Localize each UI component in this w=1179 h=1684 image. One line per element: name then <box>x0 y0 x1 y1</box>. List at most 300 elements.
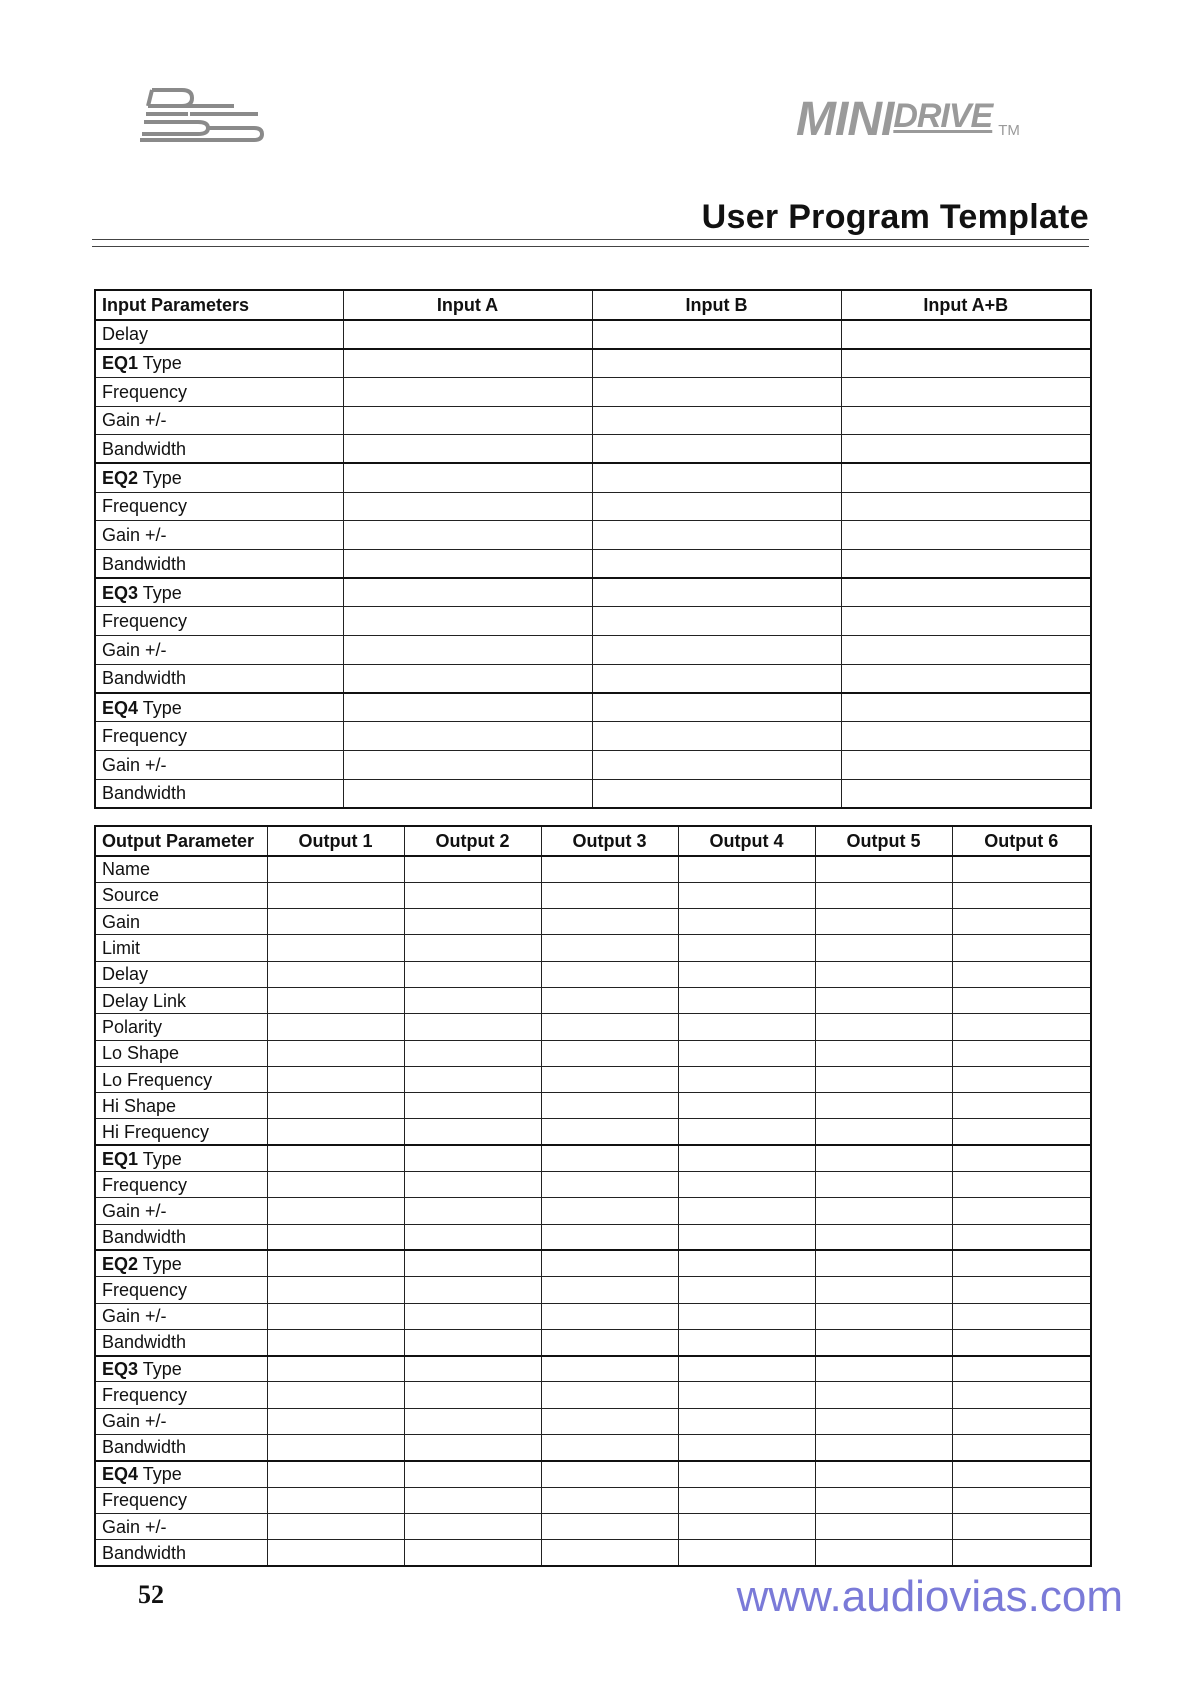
table-row <box>95 856 1091 882</box>
row-label <box>95 987 267 1013</box>
param-label: Polarity <box>102 1016 163 1037</box>
value-cell[interactable] <box>267 1250 404 1276</box>
value-cell[interactable] <box>267 1093 404 1119</box>
value-cell[interactable] <box>841 521 1091 550</box>
row-label <box>95 856 267 882</box>
value-cell[interactable] <box>678 1513 815 1539</box>
value-cell[interactable] <box>678 1408 815 1434</box>
value-cell[interactable] <box>267 1224 404 1250</box>
value-cell[interactable] <box>841 664 1091 693</box>
value-cell[interactable] <box>404 1461 541 1487</box>
value-cell[interactable] <box>815 1093 952 1119</box>
value-cell[interactable] <box>952 1435 1091 1461</box>
value-cell[interactable] <box>343 463 592 492</box>
value-cell[interactable] <box>678 1277 815 1303</box>
value-cell[interactable] <box>592 550 841 579</box>
value-cell[interactable] <box>592 349 841 378</box>
value-cell[interactable] <box>267 1382 404 1408</box>
value-cell[interactable] <box>404 882 541 908</box>
value-cell[interactable] <box>267 909 404 935</box>
value-cell[interactable] <box>815 1224 952 1250</box>
value-cell[interactable] <box>678 1356 815 1382</box>
value-cell[interactable] <box>815 1356 952 1382</box>
value-cell[interactable] <box>952 935 1091 961</box>
row-label <box>95 1198 267 1224</box>
eq-band-label: EQ1 <box>102 1148 139 1169</box>
value-cell[interactable] <box>815 1303 952 1329</box>
value-cell[interactable] <box>952 1119 1091 1145</box>
param-label: Type <box>142 1464 182 1485</box>
logo-tm: TM <box>998 122 1020 139</box>
value-cell[interactable] <box>952 1224 1091 1250</box>
value-cell[interactable] <box>592 779 841 808</box>
value-cell[interactable] <box>267 1356 404 1382</box>
value-cell[interactable] <box>267 1540 404 1566</box>
value-cell[interactable] <box>267 1066 404 1092</box>
value-cell[interactable] <box>541 1461 678 1487</box>
value-cell[interactable] <box>952 1408 1091 1434</box>
table-row <box>95 320 1091 349</box>
value-cell[interactable] <box>678 1487 815 1513</box>
value-cell[interactable] <box>541 1356 678 1382</box>
value-cell[interactable] <box>267 856 404 882</box>
value-cell[interactable] <box>815 1435 952 1461</box>
output-header-4: Output 4 <box>678 826 815 856</box>
value-cell[interactable] <box>678 1461 815 1487</box>
page-title: User Program Template <box>701 198 1089 236</box>
param-label: Gain +/- <box>102 754 167 775</box>
value-cell[interactable] <box>404 856 541 882</box>
value-cell[interactable] <box>592 435 841 464</box>
value-cell[interactable] <box>952 882 1091 908</box>
value-cell[interactable] <box>952 1040 1091 1066</box>
table-row <box>95 1145 1091 1171</box>
value-cell[interactable] <box>541 987 678 1013</box>
eq-band-label: EQ2 <box>102 1253 139 1274</box>
table-row <box>95 636 1091 665</box>
value-cell[interactable] <box>343 578 592 607</box>
table-row <box>95 1540 1091 1566</box>
value-cell[interactable] <box>815 1250 952 1276</box>
value-cell[interactable] <box>267 961 404 987</box>
value-cell[interactable] <box>815 1329 952 1355</box>
param-label: Type <box>142 353 182 374</box>
value-cell[interactable] <box>404 1487 541 1513</box>
table-row <box>95 1303 1091 1329</box>
output-header-2: Output 2 <box>404 826 541 856</box>
value-cell[interactable] <box>678 1540 815 1566</box>
table-row <box>95 722 1091 751</box>
value-cell[interactable] <box>678 1198 815 1224</box>
table-row <box>95 693 1091 722</box>
value-cell[interactable] <box>541 1119 678 1145</box>
value-cell[interactable] <box>404 1329 541 1355</box>
value-cell[interactable] <box>678 1172 815 1198</box>
value-cell[interactable] <box>952 856 1091 882</box>
table-row <box>95 463 1091 492</box>
value-cell[interactable] <box>815 1172 952 1198</box>
value-cell[interactable] <box>592 377 841 406</box>
value-cell[interactable] <box>952 1329 1091 1355</box>
value-cell[interactable] <box>952 1540 1091 1566</box>
param-label: Source <box>102 885 160 906</box>
value-cell[interactable] <box>404 1040 541 1066</box>
value-cell[interactable] <box>267 1303 404 1329</box>
value-cell[interactable] <box>592 578 841 607</box>
value-cell[interactable] <box>952 1356 1091 1382</box>
value-cell[interactable] <box>541 1277 678 1303</box>
row-label <box>95 1277 267 1303</box>
value-cell[interactable] <box>952 961 1091 987</box>
value-cell[interactable] <box>815 1513 952 1539</box>
value-cell[interactable] <box>267 1329 404 1355</box>
value-cell[interactable] <box>404 1408 541 1434</box>
value-cell[interactable] <box>815 856 952 882</box>
value-cell[interactable] <box>841 779 1091 808</box>
row-label <box>95 961 267 987</box>
value-cell[interactable] <box>404 1250 541 1276</box>
param-label: Hi Shape <box>102 1095 177 1116</box>
value-cell[interactable] <box>592 664 841 693</box>
value-cell[interactable] <box>592 750 841 779</box>
row-label <box>95 636 343 665</box>
row-label <box>95 1040 267 1066</box>
value-cell[interactable] <box>541 961 678 987</box>
value-cell[interactable] <box>541 882 678 908</box>
param-label: Delay Link <box>102 990 187 1011</box>
param-label: Frequency <box>102 1174 188 1195</box>
eq-band-label: EQ2 <box>102 468 139 489</box>
value-cell[interactable] <box>541 1040 678 1066</box>
value-cell[interactable] <box>678 961 815 987</box>
value-cell[interactable] <box>541 1172 678 1198</box>
param-label: Type <box>142 468 182 489</box>
value-cell[interactable] <box>952 1172 1091 1198</box>
value-cell[interactable] <box>678 987 815 1013</box>
value-cell[interactable] <box>343 492 592 521</box>
value-cell[interactable] <box>267 882 404 908</box>
table-row <box>95 1198 1091 1224</box>
value-cell[interactable] <box>343 349 592 378</box>
logo-mini: MINI <box>796 93 894 146</box>
value-cell[interactable] <box>541 856 678 882</box>
param-label: Gain +/- <box>102 1201 167 1221</box>
value-cell[interactable] <box>343 550 592 579</box>
value-cell[interactable] <box>267 1408 404 1434</box>
row-label <box>95 320 343 349</box>
value-cell[interactable] <box>404 1540 541 1566</box>
value-cell[interactable] <box>592 492 841 521</box>
value-cell[interactable] <box>952 1487 1091 1513</box>
bss-logo <box>138 84 266 144</box>
row-label <box>95 1382 267 1408</box>
value-cell[interactable] <box>678 1435 815 1461</box>
input-header-1: Input A <box>343 290 592 320</box>
table-row <box>95 406 1091 435</box>
value-cell[interactable] <box>678 909 815 935</box>
value-cell[interactable] <box>267 1119 404 1145</box>
value-cell[interactable] <box>815 1119 952 1145</box>
value-cell[interactable] <box>404 987 541 1013</box>
value-cell[interactable] <box>952 1145 1091 1171</box>
value-cell[interactable] <box>343 406 592 435</box>
table-row <box>95 1277 1091 1303</box>
value-cell[interactable] <box>267 1172 404 1198</box>
value-cell[interactable] <box>541 1382 678 1408</box>
input-parameters-table <box>94 289 1092 809</box>
value-cell[interactable] <box>841 349 1091 378</box>
value-cell[interactable] <box>343 636 592 665</box>
row-label <box>95 1066 267 1092</box>
value-cell[interactable] <box>841 492 1091 521</box>
value-cell[interactable] <box>404 1119 541 1145</box>
value-cell[interactable] <box>404 1093 541 1119</box>
value-cell[interactable] <box>678 935 815 961</box>
value-cell[interactable] <box>952 1513 1091 1539</box>
eq-band-label: EQ3 <box>102 582 139 603</box>
title-rule-bottom <box>92 246 1089 247</box>
value-cell[interactable] <box>343 722 592 751</box>
param-label: Frequency <box>102 496 188 517</box>
value-cell[interactable] <box>592 406 841 435</box>
value-cell[interactable] <box>404 1356 541 1382</box>
value-cell[interactable] <box>815 882 952 908</box>
value-cell[interactable] <box>815 909 952 935</box>
param-label: Bandwidth <box>102 553 187 574</box>
value-cell[interactable] <box>952 1277 1091 1303</box>
table-row <box>95 1513 1091 1539</box>
param-label: Gain +/- <box>102 525 167 546</box>
row-label <box>95 377 343 406</box>
value-cell[interactable] <box>815 1382 952 1408</box>
row-label <box>95 664 343 693</box>
value-cell[interactable] <box>841 435 1091 464</box>
website-url: www.audiovias.com <box>736 1572 1123 1621</box>
value-cell[interactable] <box>815 1014 952 1040</box>
row-label <box>95 406 343 435</box>
value-cell[interactable] <box>541 1198 678 1224</box>
value-cell[interactable] <box>343 779 592 808</box>
value-cell[interactable] <box>343 377 592 406</box>
table-row <box>95 909 1091 935</box>
value-cell[interactable] <box>841 463 1091 492</box>
value-cell[interactable] <box>678 1250 815 1276</box>
value-cell[interactable] <box>343 521 592 550</box>
table-row <box>95 1040 1091 1066</box>
value-cell[interactable] <box>952 1382 1091 1408</box>
value-cell[interactable] <box>541 1329 678 1355</box>
value-cell[interactable] <box>592 636 841 665</box>
value-cell[interactable] <box>841 320 1091 349</box>
value-cell[interactable] <box>815 1408 952 1434</box>
value-cell[interactable] <box>815 1461 952 1487</box>
value-cell[interactable] <box>541 1224 678 1250</box>
value-cell[interactable] <box>343 607 592 636</box>
value-cell[interactable] <box>404 1382 541 1408</box>
value-cell[interactable] <box>541 1487 678 1513</box>
param-label: Frequency <box>102 1279 188 1300</box>
value-cell[interactable] <box>815 961 952 987</box>
value-cell[interactable] <box>678 1119 815 1145</box>
value-cell[interactable] <box>841 722 1091 751</box>
value-cell[interactable] <box>815 1066 952 1092</box>
value-cell[interactable] <box>404 1172 541 1198</box>
table-row <box>95 1066 1091 1092</box>
param-label: Gain <box>102 911 141 932</box>
value-cell[interactable] <box>952 1461 1091 1487</box>
value-cell[interactable] <box>841 693 1091 722</box>
value-cell[interactable] <box>404 1145 541 1171</box>
value-cell[interactable] <box>678 1040 815 1066</box>
value-cell[interactable] <box>815 1277 952 1303</box>
table-row <box>95 550 1091 579</box>
value-cell[interactable] <box>952 1093 1091 1119</box>
value-cell[interactable] <box>541 1435 678 1461</box>
value-cell[interactable] <box>404 1066 541 1092</box>
value-cell[interactable] <box>267 1040 404 1066</box>
input-header-3: Input A+B <box>841 290 1091 320</box>
row-label <box>95 521 343 550</box>
value-cell[interactable] <box>592 521 841 550</box>
param-label: Type <box>142 1359 182 1380</box>
value-cell[interactable] <box>952 1066 1091 1092</box>
value-cell[interactable] <box>678 882 815 908</box>
value-cell[interactable] <box>841 636 1091 665</box>
value-cell[interactable] <box>678 1014 815 1040</box>
value-cell[interactable] <box>841 750 1091 779</box>
value-cell[interactable] <box>541 1250 678 1276</box>
value-cell[interactable] <box>678 856 815 882</box>
value-cell[interactable] <box>404 1303 541 1329</box>
value-cell[interactable] <box>404 961 541 987</box>
param-label: Frequency <box>102 611 188 632</box>
value-cell[interactable] <box>343 435 592 464</box>
value-cell[interactable] <box>267 1513 404 1539</box>
value-cell[interactable] <box>404 1435 541 1461</box>
value-cell[interactable] <box>267 1277 404 1303</box>
row-label <box>95 463 343 492</box>
table-row <box>95 1224 1091 1250</box>
param-label: Bandwidth <box>102 668 187 689</box>
value-cell[interactable] <box>841 550 1091 579</box>
value-cell[interactable] <box>952 1198 1091 1224</box>
value-cell[interactable] <box>541 1408 678 1434</box>
value-cell[interactable] <box>678 1224 815 1250</box>
table-row <box>95 1487 1091 1513</box>
value-cell[interactable] <box>267 1198 404 1224</box>
value-cell[interactable] <box>267 987 404 1013</box>
value-cell[interactable] <box>952 987 1091 1013</box>
table-row <box>95 935 1091 961</box>
eq-band-label: EQ3 <box>102 1359 139 1380</box>
value-cell[interactable] <box>815 1040 952 1066</box>
value-cell[interactable] <box>815 1487 952 1513</box>
value-cell[interactable] <box>841 578 1091 607</box>
table-row <box>95 1119 1091 1145</box>
value-cell[interactable] <box>815 1198 952 1224</box>
value-cell[interactable] <box>541 909 678 935</box>
value-cell[interactable] <box>267 1461 404 1487</box>
value-cell[interactable] <box>343 664 592 693</box>
value-cell[interactable] <box>343 320 592 349</box>
param-label: Frequency <box>102 725 188 746</box>
value-cell[interactable] <box>952 1250 1091 1276</box>
value-cell[interactable] <box>841 607 1091 636</box>
value-cell[interactable] <box>815 935 952 961</box>
value-cell[interactable] <box>404 1224 541 1250</box>
value-cell[interactable] <box>541 1540 678 1566</box>
value-cell[interactable] <box>541 1014 678 1040</box>
param-label: Frequency <box>102 1490 188 1511</box>
value-cell[interactable] <box>815 987 952 1013</box>
value-cell[interactable] <box>404 1277 541 1303</box>
value-cell[interactable] <box>678 1303 815 1329</box>
value-cell[interactable] <box>592 722 841 751</box>
value-cell[interactable] <box>541 1303 678 1329</box>
value-cell[interactable] <box>678 1093 815 1119</box>
table-row <box>95 779 1091 808</box>
value-cell[interactable] <box>541 1513 678 1539</box>
value-cell[interactable] <box>404 1513 541 1539</box>
value-cell[interactable] <box>678 1066 815 1092</box>
table-row <box>95 1435 1091 1461</box>
value-cell[interactable] <box>541 935 678 961</box>
value-cell[interactable] <box>841 377 1091 406</box>
value-cell[interactable] <box>952 1014 1091 1040</box>
row-label <box>95 1093 267 1119</box>
value-cell[interactable] <box>815 1540 952 1566</box>
value-cell[interactable] <box>404 935 541 961</box>
output-table-body <box>95 856 1091 1566</box>
table-row <box>95 377 1091 406</box>
row-label <box>95 1487 267 1513</box>
value-cell[interactable] <box>541 1066 678 1092</box>
value-cell[interactable] <box>404 1198 541 1224</box>
value-cell[interactable] <box>678 1145 815 1171</box>
value-cell[interactable] <box>404 1014 541 1040</box>
table-row <box>95 1382 1091 1408</box>
param-label: Type <box>142 582 182 603</box>
value-cell[interactable] <box>541 1093 678 1119</box>
value-cell[interactable] <box>678 1382 815 1408</box>
value-cell[interactable] <box>404 909 541 935</box>
row-label <box>95 349 343 378</box>
row-label <box>95 779 343 808</box>
value-cell[interactable] <box>592 463 841 492</box>
value-cell[interactable] <box>343 693 592 722</box>
value-cell[interactable] <box>952 1303 1091 1329</box>
value-cell[interactable] <box>541 1145 678 1171</box>
value-cell[interactable] <box>267 1487 404 1513</box>
param-label: Lo Frequency <box>102 1069 213 1090</box>
title-rule-top <box>92 239 1089 240</box>
value-cell[interactable] <box>815 1145 952 1171</box>
value-cell[interactable] <box>267 1435 404 1461</box>
value-cell[interactable] <box>841 406 1091 435</box>
value-cell[interactable] <box>592 320 841 349</box>
value-cell[interactable] <box>678 1329 815 1355</box>
param-label: Bandwidth <box>102 783 187 804</box>
param-label: Type <box>142 1253 182 1274</box>
value-cell[interactable] <box>592 693 841 722</box>
value-cell[interactable] <box>592 607 841 636</box>
value-cell[interactable] <box>343 750 592 779</box>
value-cell[interactable] <box>952 909 1091 935</box>
value-cell[interactable] <box>267 1014 404 1040</box>
param-label: Gain +/- <box>102 1411 167 1432</box>
value-cell[interactable] <box>267 1145 404 1171</box>
value-cell[interactable] <box>267 935 404 961</box>
